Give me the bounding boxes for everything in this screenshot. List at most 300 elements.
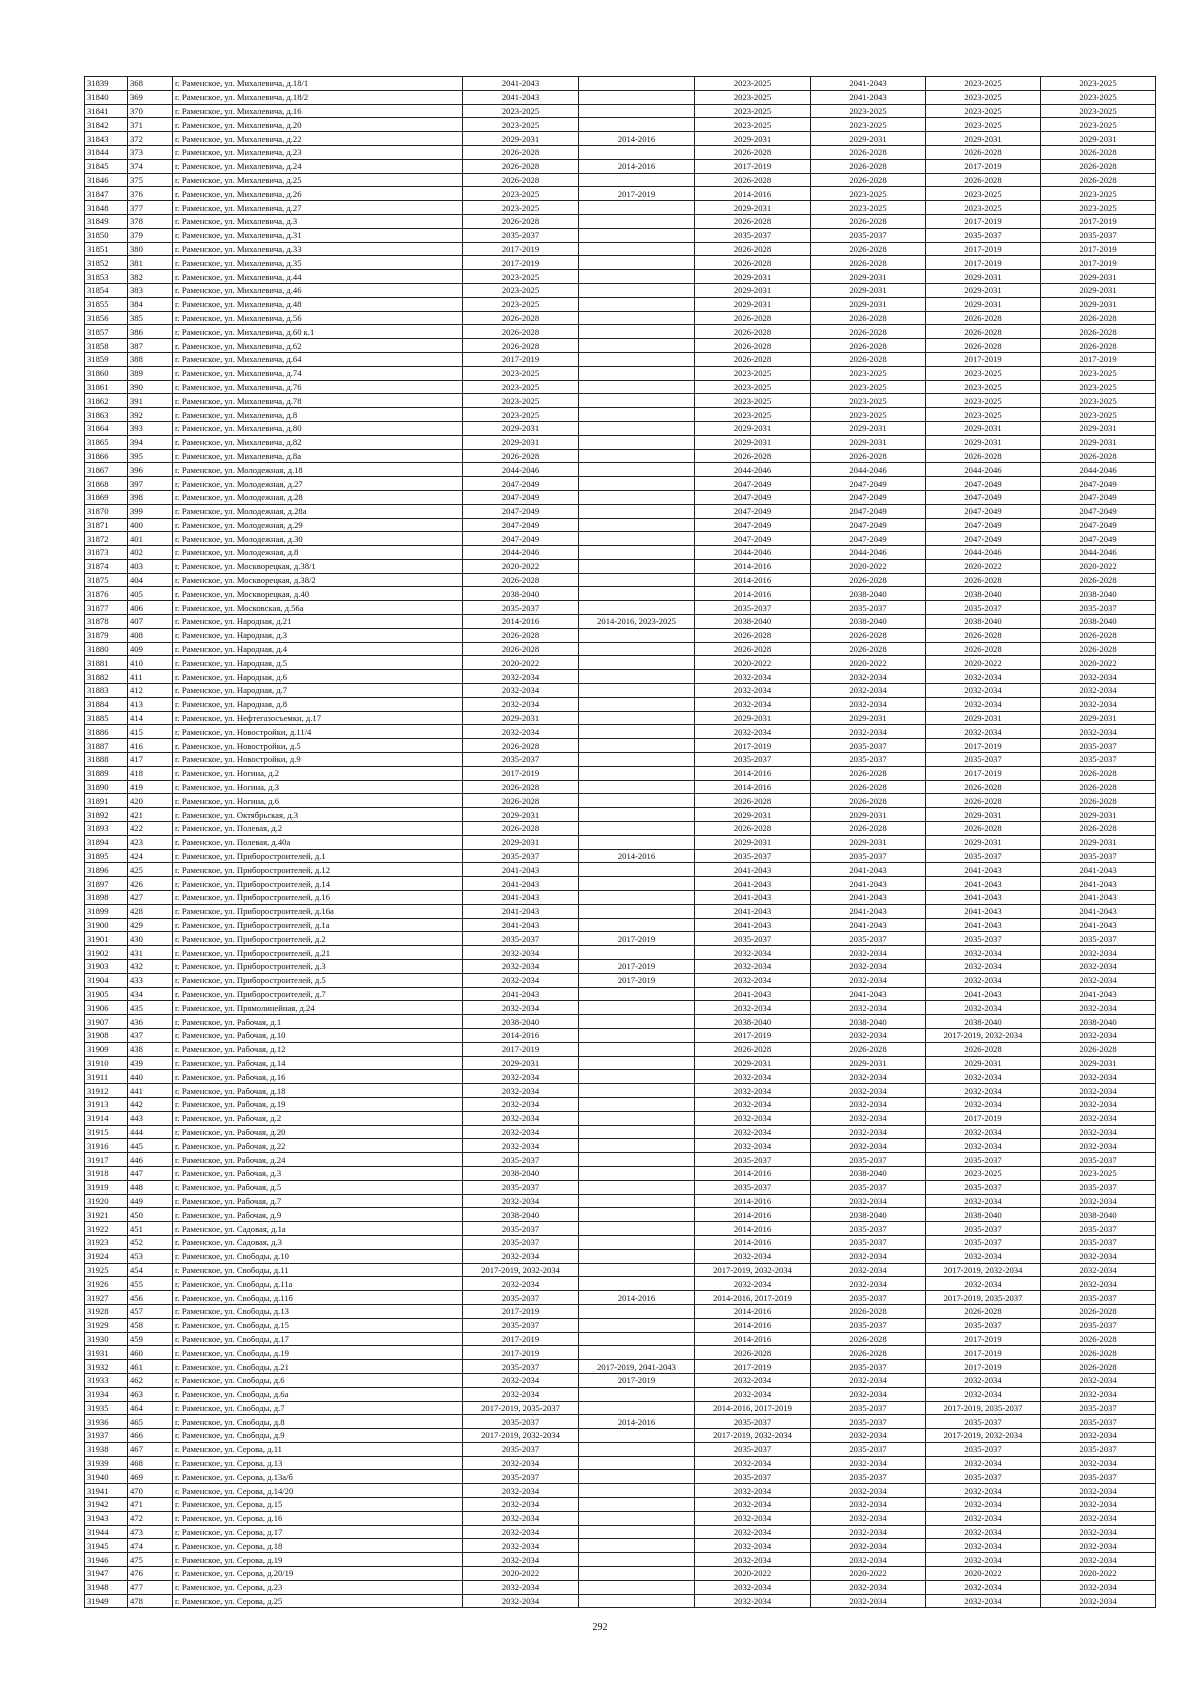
period-cell-1: 2017-2019, 2032-2034: [463, 1429, 579, 1443]
period-cell-4: 2047-2049: [811, 518, 926, 532]
period-cell-2: [579, 1553, 695, 1567]
period-cell-4: 2032-2034: [811, 684, 926, 698]
period-cell-2: [579, 1249, 695, 1263]
period-cell-2: [579, 1498, 695, 1512]
period-cell-4: 2041-2043: [811, 891, 926, 905]
period-cell-4: 2032-2034: [811, 1553, 926, 1567]
period-cell-1: 2032-2034: [463, 1594, 579, 1608]
period-cell-1: 2023-2025: [463, 201, 579, 215]
row-number-cell: 461: [128, 1360, 173, 1374]
period-cell-4: 2032-2034: [811, 697, 926, 711]
period-cell-1: 2023-2025: [463, 394, 579, 408]
period-cell-3: 2032-2034: [695, 1387, 811, 1401]
period-cell-2: [579, 1015, 695, 1029]
period-cell-6: 2035-2037: [1041, 1153, 1156, 1167]
period-cell-1: 2035-2037: [463, 1318, 579, 1332]
period-cell-5: 2035-2037: [926, 1222, 1041, 1236]
period-cell-6: 2026-2028: [1041, 173, 1156, 187]
row-id-cell: 31874: [85, 559, 128, 573]
period-cell-3: 2026-2028: [695, 311, 811, 325]
period-cell-3: 2032-2034: [695, 1125, 811, 1139]
period-cell-5: 2035-2037: [926, 1235, 1041, 1249]
table-row: [85, 918, 1156, 932]
row-number-cell: 389: [128, 366, 173, 380]
row-id-cell: 31903: [85, 960, 128, 974]
period-cell-4: 2035-2037: [811, 1180, 926, 1194]
period-cell-4: 2035-2037: [811, 1442, 926, 1456]
period-cell-5: 2047-2049: [926, 504, 1041, 518]
period-cell-6: 2026-2028: [1041, 311, 1156, 325]
period-cell-1: 2038-2040: [463, 1015, 579, 1029]
period-cell-2: [579, 104, 695, 118]
period-cell-5: 2032-2034: [926, 1373, 1041, 1387]
period-cell-2: [579, 1456, 695, 1470]
period-cell-2: 2014-2016, 2023-2025: [579, 615, 695, 629]
period-cell-2: 2014-2016: [579, 849, 695, 863]
period-cell-5: 2032-2034: [926, 1249, 1041, 1263]
period-cell-5: 2026-2028: [926, 642, 1041, 656]
period-cell-2: 2014-2016: [579, 1291, 695, 1305]
period-cell-1: 2032-2034: [463, 1277, 579, 1291]
period-cell-3: 2032-2034: [695, 1001, 811, 1015]
period-cell-3: 2014-2016: [695, 559, 811, 573]
period-cell-4: 2032-2034: [811, 1263, 926, 1277]
period-cell-5: 2035-2037: [926, 1442, 1041, 1456]
address-cell: г. Раменское, ул. Рабочая, д.7: [173, 1194, 463, 1208]
period-cell-6: 2032-2034: [1041, 1511, 1156, 1525]
period-cell-1: 2026-2028: [463, 325, 579, 339]
period-cell-1: 2032-2034: [463, 684, 579, 698]
period-cell-6: 2029-2031: [1041, 435, 1156, 449]
period-cell-2: [579, 1235, 695, 1249]
period-cell-5: 2017-2019: [926, 159, 1041, 173]
row-id-cell: 31873: [85, 546, 128, 560]
period-cell-4: 2023-2025: [811, 380, 926, 394]
table-row: [85, 325, 1156, 339]
row-id-cell: 31856: [85, 311, 128, 325]
row-number-cell: 451: [128, 1222, 173, 1236]
row-number-cell: 474: [128, 1539, 173, 1553]
period-cell-6: 2032-2034: [1041, 670, 1156, 684]
period-cell-4: 2032-2034: [811, 1125, 926, 1139]
row-id-cell: 31877: [85, 601, 128, 615]
period-cell-5: 2035-2037: [926, 1470, 1041, 1484]
table-row: [85, 891, 1156, 905]
address-cell: г. Раменское, ул. Молодежная, д.28а: [173, 504, 463, 518]
period-cell-1: 2035-2037: [463, 753, 579, 767]
address-cell: г. Раменское, ул. Приборостроителей, д.16а: [173, 904, 463, 918]
period-cell-5: 2035-2037: [926, 601, 1041, 615]
period-cell-3: 2029-2031: [695, 132, 811, 146]
period-cell-6: 2032-2034: [1041, 1125, 1156, 1139]
address-cell: г. Раменское, ул. Михалевича, д.8: [173, 408, 463, 422]
period-cell-1: 2041-2043: [463, 891, 579, 905]
table-row: [85, 490, 1156, 504]
row-id-cell: 31871: [85, 518, 128, 532]
row-id-cell: 31919: [85, 1180, 128, 1194]
period-cell-2: [579, 877, 695, 891]
period-cell-6: 2032-2034: [1041, 1484, 1156, 1498]
period-cell-2: [579, 1277, 695, 1291]
period-cell-4: 2047-2049: [811, 532, 926, 546]
row-number-cell: 392: [128, 408, 173, 422]
row-number-cell: 446: [128, 1153, 173, 1167]
period-cell-2: [579, 1222, 695, 1236]
period-cell-2: [579, 1429, 695, 1443]
period-cell-3: 2014-2016: [695, 1208, 811, 1222]
period-cell-4: 2029-2031: [811, 132, 926, 146]
row-id-cell: 31878: [85, 615, 128, 629]
period-cell-5: 2047-2049: [926, 532, 1041, 546]
address-cell: г. Раменское, ул. Свободы, д.11б: [173, 1291, 463, 1305]
address-cell: г. Раменское, ул. Рабочая, д.10: [173, 1028, 463, 1042]
period-cell-3: 2026-2028: [695, 325, 811, 339]
period-cell-1: 2029-2031: [463, 132, 579, 146]
table-row: [85, 380, 1156, 394]
period-cell-4: 2041-2043: [811, 877, 926, 891]
row-id-cell: 31939: [85, 1456, 128, 1470]
table-row: [85, 1166, 1156, 1180]
address-cell: г. Раменское, ул. Михалевича, д.22: [173, 132, 463, 146]
period-cell-2: [579, 325, 695, 339]
period-cell-4: 2032-2034: [811, 1429, 926, 1443]
period-cell-1: 2017-2019: [463, 1332, 579, 1346]
period-cell-2: [579, 270, 695, 284]
period-cell-3: 2014-2016, 2017-2019: [695, 1291, 811, 1305]
period-cell-3: 2014-2016: [695, 587, 811, 601]
row-number-cell: 408: [128, 628, 173, 642]
schedule-table: [84, 76, 1156, 1608]
row-id-cell: 31945: [85, 1539, 128, 1553]
period-cell-2: [579, 1539, 695, 1553]
address-cell: г. Раменское, ул. Рабочая, д.1: [173, 1015, 463, 1029]
period-cell-4: 2047-2049: [811, 477, 926, 491]
period-cell-2: [579, 1484, 695, 1498]
period-cell-2: [579, 1594, 695, 1608]
table-row: [85, 1291, 1156, 1305]
address-cell: г. Раменское, ул. Михалевича, д.46: [173, 283, 463, 297]
table-row: [85, 1042, 1156, 1056]
period-cell-5: 2032-2034: [926, 1539, 1041, 1553]
row-id-cell: 31931: [85, 1346, 128, 1360]
row-number-cell: 436: [128, 1015, 173, 1029]
period-cell-1: 2038-2040: [463, 1166, 579, 1180]
row-id-cell: 31895: [85, 849, 128, 863]
period-cell-2: [579, 670, 695, 684]
row-number-cell: 450: [128, 1208, 173, 1222]
period-cell-3: 2026-2028: [695, 1042, 811, 1056]
period-cell-5: 2017-2019, 2032-2034: [926, 1028, 1041, 1042]
address-cell: г. Раменское, ул. Полевая, д.2: [173, 822, 463, 836]
period-cell-6: 2020-2022: [1041, 559, 1156, 573]
row-id-cell: 31924: [85, 1249, 128, 1263]
table-row: [85, 270, 1156, 284]
address-cell: г. Раменское, ул. Приборостроителей, д.1: [173, 849, 463, 863]
period-cell-3: 2029-2031: [695, 435, 811, 449]
period-cell-6: 2032-2034: [1041, 1387, 1156, 1401]
period-cell-3: 2032-2034: [695, 1498, 811, 1512]
row-number-cell: 472: [128, 1511, 173, 1525]
period-cell-5: 2017-2019: [926, 1111, 1041, 1125]
period-cell-6: 2035-2037: [1041, 228, 1156, 242]
period-cell-4: 2038-2040: [811, 1208, 926, 1222]
period-cell-5: 2041-2043: [926, 918, 1041, 932]
period-cell-3: 2029-2031: [695, 421, 811, 435]
period-cell-1: 2017-2019: [463, 1304, 579, 1318]
row-number-cell: 457: [128, 1304, 173, 1318]
period-cell-6: 2032-2034: [1041, 1097, 1156, 1111]
period-cell-2: [579, 1070, 695, 1084]
period-cell-4: 2035-2037: [811, 1153, 926, 1167]
period-cell-6: 2029-2031: [1041, 808, 1156, 822]
row-id-cell: 31845: [85, 159, 128, 173]
table-row: [85, 311, 1156, 325]
address-cell: г. Раменское, ул. Михалевича, д.18/2: [173, 90, 463, 104]
period-cell-5: 2032-2034: [926, 1511, 1041, 1525]
row-number-cell: 402: [128, 546, 173, 560]
table-row: [85, 449, 1156, 463]
row-number-cell: 456: [128, 1291, 173, 1305]
table-row: [85, 463, 1156, 477]
period-cell-4: 2032-2034: [811, 1194, 926, 1208]
period-cell-2: [579, 808, 695, 822]
table-body: [85, 77, 1156, 1608]
table-row: [85, 587, 1156, 601]
row-id-cell: 31890: [85, 780, 128, 794]
period-cell-1: 2035-2037: [463, 1442, 579, 1456]
period-cell-2: [579, 628, 695, 642]
period-cell-1: 2017-2019: [463, 1346, 579, 1360]
period-cell-1: 2035-2037: [463, 1153, 579, 1167]
address-cell: г. Раменское, ул. Народная, д.3: [173, 628, 463, 642]
row-id-cell: 31875: [85, 573, 128, 587]
period-cell-3: 2026-2028: [695, 642, 811, 656]
period-cell-2: [579, 380, 695, 394]
table-row: [85, 1180, 1156, 1194]
row-number-cell: 439: [128, 1056, 173, 1070]
period-cell-3: 2020-2022: [695, 656, 811, 670]
period-cell-1: 2017-2019: [463, 256, 579, 270]
address-cell: г. Раменское, ул. Прямолинейная, д.24: [173, 1001, 463, 1015]
period-cell-6: 2035-2037: [1041, 739, 1156, 753]
table-row: [85, 118, 1156, 132]
period-cell-3: 2032-2034: [695, 697, 811, 711]
period-cell-4: 2032-2034: [811, 946, 926, 960]
address-cell: г. Раменское, ул. Приборостроителей, д.12: [173, 863, 463, 877]
row-number-cell: 412: [128, 684, 173, 698]
period-cell-5: 2029-2031: [926, 711, 1041, 725]
period-cell-1: 2017-2019: [463, 1042, 579, 1056]
row-number-cell: 466: [128, 1429, 173, 1443]
table-row: [85, 477, 1156, 491]
row-id-cell: 31929: [85, 1318, 128, 1332]
table-row: [85, 1208, 1156, 1222]
period-cell-2: [579, 918, 695, 932]
period-cell-1: 2038-2040: [463, 1208, 579, 1222]
row-id-cell: 31854: [85, 283, 128, 297]
period-cell-5: 2017-2019: [926, 1346, 1041, 1360]
address-cell: г. Раменское, ул. Рабочая, д.14: [173, 1056, 463, 1070]
period-cell-2: [579, 1263, 695, 1277]
row-number-cell: 405: [128, 587, 173, 601]
period-cell-4: 2023-2025: [811, 408, 926, 422]
period-cell-2: 2014-2016: [579, 159, 695, 173]
row-id-cell: 31884: [85, 697, 128, 711]
period-cell-2: [579, 366, 695, 380]
table-row: [85, 1594, 1156, 1608]
period-cell-5: 2032-2034: [926, 1387, 1041, 1401]
row-id-cell: 31921: [85, 1208, 128, 1222]
period-cell-3: 2026-2028: [695, 145, 811, 159]
row-id-cell: 31894: [85, 835, 128, 849]
row-number-cell: 378: [128, 214, 173, 228]
period-cell-2: [579, 435, 695, 449]
period-cell-3: 2041-2043: [695, 891, 811, 905]
period-cell-5: 2023-2025: [926, 201, 1041, 215]
period-cell-2: [579, 408, 695, 422]
period-cell-6: 2026-2028: [1041, 449, 1156, 463]
period-cell-2: [579, 1166, 695, 1180]
address-cell: г. Раменское, ул. Серова, д.25: [173, 1594, 463, 1608]
period-cell-5: 2020-2022: [926, 1567, 1041, 1581]
period-cell-5: 2041-2043: [926, 877, 1041, 891]
period-cell-3: 2032-2034: [695, 1456, 811, 1470]
table-row: [85, 1511, 1156, 1525]
period-cell-3: 2014-2016: [695, 1194, 811, 1208]
period-cell-3: 2032-2034: [695, 1070, 811, 1084]
address-cell: г. Раменское, ул. Серова, д.20/19: [173, 1567, 463, 1581]
row-number-cell: 440: [128, 1070, 173, 1084]
row-id-cell: 31847: [85, 187, 128, 201]
row-number-cell: 414: [128, 711, 173, 725]
period-cell-2: [579, 835, 695, 849]
period-cell-4: 2035-2037: [811, 849, 926, 863]
address-cell: г. Раменское, ул. Серова, д.14/20: [173, 1484, 463, 1498]
row-number-cell: 410: [128, 656, 173, 670]
period-cell-2: [579, 1028, 695, 1042]
period-cell-2: [579, 1332, 695, 1346]
table-row: [85, 835, 1156, 849]
period-cell-1: 2026-2028: [463, 739, 579, 753]
period-cell-1: 2014-2016: [463, 1028, 579, 1042]
period-cell-2: [579, 601, 695, 615]
period-cell-2: [579, 1580, 695, 1594]
period-cell-1: 2017-2019, 2035-2037: [463, 1401, 579, 1415]
period-cell-1: 2032-2034: [463, 1111, 579, 1125]
address-cell: г. Раменское, ул. Приборостроителей, д.16: [173, 891, 463, 905]
period-cell-3: 2032-2034: [695, 1139, 811, 1153]
table-row: [85, 1125, 1156, 1139]
period-cell-1: 2023-2025: [463, 270, 579, 284]
period-cell-4: 2020-2022: [811, 1567, 926, 1581]
row-number-cell: 429: [128, 918, 173, 932]
period-cell-6: 2023-2025: [1041, 408, 1156, 422]
period-cell-2: [579, 766, 695, 780]
period-cell-2: [579, 504, 695, 518]
row-number-cell: 401: [128, 532, 173, 546]
table-row: [85, 615, 1156, 629]
period-cell-1: 2032-2034: [463, 1373, 579, 1387]
row-number-cell: 433: [128, 973, 173, 987]
table-row: [85, 1567, 1156, 1581]
table-row: [85, 863, 1156, 877]
period-cell-1: 2038-2040: [463, 587, 579, 601]
period-cell-6: 2023-2025: [1041, 118, 1156, 132]
table-row: [85, 1580, 1156, 1594]
row-number-cell: 468: [128, 1456, 173, 1470]
row-id-cell: 31902: [85, 946, 128, 960]
period-cell-1: 2032-2034: [463, 670, 579, 684]
table-row: [85, 1539, 1156, 1553]
period-cell-4: 2026-2028: [811, 822, 926, 836]
period-cell-3: 2038-2040: [695, 1015, 811, 1029]
row-number-cell: 430: [128, 932, 173, 946]
table-row: [85, 145, 1156, 159]
period-cell-4: 2026-2028: [811, 311, 926, 325]
period-cell-5: 2017-2019: [926, 242, 1041, 256]
period-cell-4: 2029-2031: [811, 808, 926, 822]
address-cell: г. Раменское, ул. Приборостроителей, д.3: [173, 960, 463, 974]
period-cell-1: 2029-2031: [463, 1056, 579, 1070]
table-row: [85, 573, 1156, 587]
table-row: [85, 201, 1156, 215]
period-cell-5: 2023-2025: [926, 366, 1041, 380]
row-number-cell: 418: [128, 766, 173, 780]
period-cell-1: 2026-2028: [463, 214, 579, 228]
row-id-cell: 31891: [85, 794, 128, 808]
period-cell-1: 2035-2037: [463, 1235, 579, 1249]
period-cell-4: 2026-2028: [811, 1304, 926, 1318]
period-cell-5: 2026-2028: [926, 573, 1041, 587]
period-cell-3: 2044-2046: [695, 463, 811, 477]
row-number-cell: 475: [128, 1553, 173, 1567]
period-cell-3: 2029-2031: [695, 1056, 811, 1070]
period-cell-4: 2044-2046: [811, 546, 926, 560]
period-cell-6: 2044-2046: [1041, 546, 1156, 560]
row-number-cell: 445: [128, 1139, 173, 1153]
period-cell-5: 2032-2034: [926, 1084, 1041, 1098]
period-cell-2: [579, 242, 695, 256]
row-id-cell: 31887: [85, 739, 128, 753]
period-cell-2: [579, 1042, 695, 1056]
period-cell-5: 2047-2049: [926, 490, 1041, 504]
period-cell-2: [579, 794, 695, 808]
period-cell-1: 2017-2019, 2032-2034: [463, 1263, 579, 1277]
period-cell-5: 2032-2034: [926, 1525, 1041, 1539]
period-cell-1: 2041-2043: [463, 918, 579, 932]
period-cell-4: 2026-2028: [811, 214, 926, 228]
row-id-cell: 31917: [85, 1153, 128, 1167]
period-cell-5: 2026-2028: [926, 822, 1041, 836]
period-cell-1: 2032-2034: [463, 1070, 579, 1084]
row-id-cell: 31886: [85, 725, 128, 739]
period-cell-2: [579, 863, 695, 877]
period-cell-1: 2020-2022: [463, 656, 579, 670]
row-number-cell: 476: [128, 1567, 173, 1581]
period-cell-1: 2035-2037: [463, 601, 579, 615]
period-cell-5: 2032-2034: [926, 670, 1041, 684]
period-cell-6: 2023-2025: [1041, 380, 1156, 394]
period-cell-6: 2032-2034: [1041, 1111, 1156, 1125]
period-cell-3: 2029-2031: [695, 201, 811, 215]
row-number-cell: 386: [128, 325, 173, 339]
row-number-cell: 398: [128, 490, 173, 504]
period-cell-3: 2047-2049: [695, 518, 811, 532]
row-id-cell: 31864: [85, 421, 128, 435]
row-id-cell: 31913: [85, 1097, 128, 1111]
period-cell-3: 2023-2025: [695, 380, 811, 394]
period-cell-4: 2032-2034: [811, 1070, 926, 1084]
